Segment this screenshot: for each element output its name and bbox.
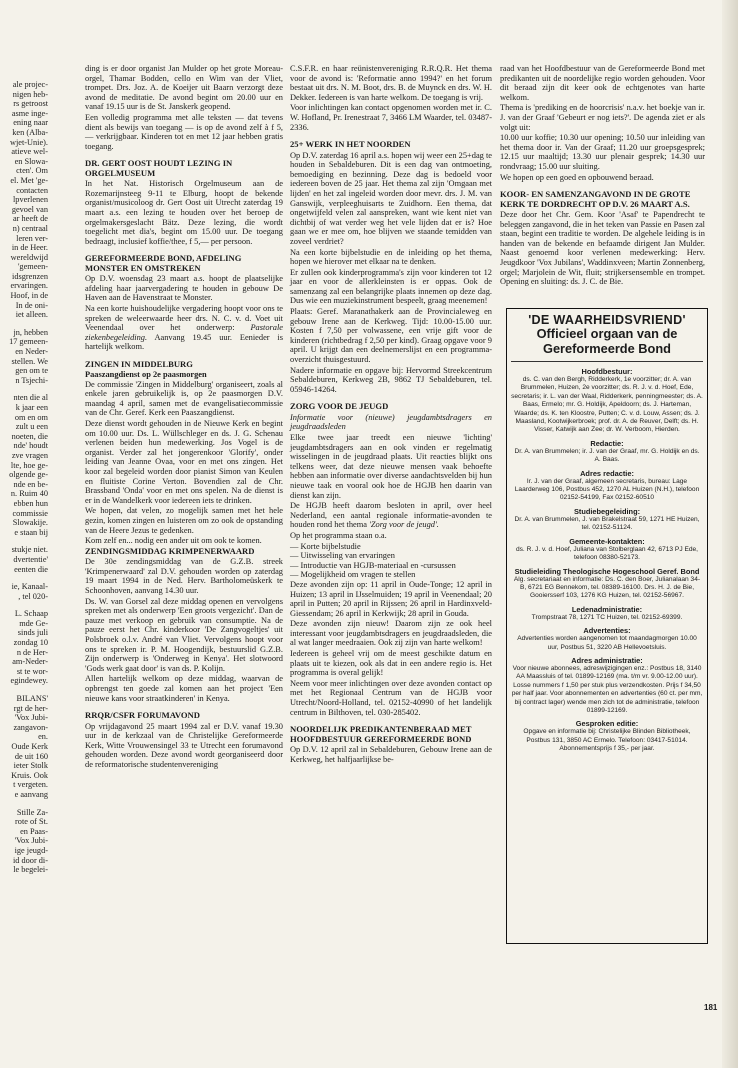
fragment-block: ie, Kanaal- , tel 020-	[11, 582, 48, 601]
colophon-subtitle: Officieel orgaan van de Gereformeerde Bond	[536, 326, 678, 356]
colophon-section-heading: Redactie:	[590, 438, 624, 448]
section-heading: DR. GERT OOST HOUDT LEZING IN ORGELMUSEUM	[85, 158, 233, 178]
paragraph: Elke twee jaar treedt een nieuwe 'lichting' jeugdambtsdragers aan en ook vinden er regelmatig wisselingen in de jeugdraad plaats. Uit reacties blijkt ons telkens weer, dat deze nieuwe mensen vaak behoefte hebben aan informatie over diverse aandachtsvelden bij hun nieuwe taak en vooral ook hoe de HGJB hen daarin van dienst kan zijn.	[290, 433, 492, 500]
colophon-section	[511, 507, 703, 533]
paragraph: Allen hartelijk welkom op deze middag, waarvan de opbrengst ten goede zal komen aan het project 'Een nieuwe kans voor straatkinderen' in Kenya.	[85, 674, 283, 703]
colophon-title: 'DE WAARHEIDSVRIEND'	[528, 313, 686, 327]
section-heading: GEREFORMEERDE BOND, AFDELING MONSTER EN OMSTREKEN	[85, 253, 242, 273]
italic-text: 'Zorg voor de jeugd'.	[369, 520, 439, 530]
paragraph: Voor inlichtingen kan contact opgenomen worden met ir. C. W. Hofland, Pr. Irenestraat 7, 3466 LM Waarder, tel. 03487-2336.	[290, 103, 492, 132]
colophon-section	[511, 469, 703, 503]
column-3	[500, 64, 705, 288]
colophon-box	[506, 308, 708, 944]
paragraph: Deze avonden zijn op: 11 april in Oude-Tonge; 12 april in Huizen; 13 april in IJsselmuiden; 19 april in Veenendaal; 20 april in Putten; 20 april in Rijssen; 26 april in Hardinxveld-Giessendam; 26 april in Kerkwijk; 28 april in Gouda.	[290, 579, 492, 618]
column-2	[290, 64, 492, 765]
colophon-section-heading: Gemeente-kontakten:	[569, 536, 645, 546]
section-heading: KOOR- EN SAMENZANGAVOND IN DE GROTE KERK TE DORDRECHT OP D.V. 26 MAART A.S.	[500, 189, 691, 209]
page-number: 181	[704, 1003, 718, 1012]
colophon-section-heading: Gesproken editie:	[575, 719, 639, 729]
colophon-section-text: ds. R. J. v. d. Hoef, Juliana van Stolberglaan 42, 6713 PJ Ede, telefoon 08380-52173.	[515, 545, 699, 562]
colophon-section	[511, 626, 703, 652]
list-item: — Introductie van HGJB-materiaal en -cursussen	[290, 560, 456, 570]
section-heading: NOORDELIJK PREDIKANTENBERAAD MET HOOFDBESTUUR GEREFORMEERDE BOND	[290, 724, 472, 744]
paragraph: Nadere informatie en opgave bij: Hervormd Streekcentrum Sebaldeburen, Kerkweg 2B, 9862 TJ Sebaldeburen, tel. 05946-14264.	[290, 365, 492, 394]
colophon-section	[511, 367, 703, 435]
paragraph: Op het programma staan o.a.	[290, 530, 387, 540]
colophon-section	[511, 439, 703, 465]
paragraph: Thema is 'prediking en de hoorcrisis' n.a.v. het boekje van ir. J. van der Graaf 'Gebeurt er nog iets?'. De agenda ziet er als volgt uit:	[500, 103, 705, 132]
section-heading: 25+ WERK IN HET NOORDEN	[290, 139, 411, 150]
left-fragment-column	[0, 80, 48, 883]
paragraph: Deze dienst wordt gehouden in de Nieuwe Kerk en begint om 10.00 uur. Ds. L. Wüllschleger en ds. J. G. Schenau verlenen beiden hun medewerking. Jos Vogel is de organist. Verder zal het jongerenkoor 'Glorify', onder leiding van Jeanne Ovaa, voor en met ons zingen. Het koor zal begeleid worden door pianist Simon van Keulen en fluitiste Corine Verton. Bovendien zal de Chr. Brassband 'Onda' voor en met ons spelen. Na de dienst is er in de Wandelkerk voor iedereen iets te drinken.	[85, 419, 283, 505]
paragraph: We hopen, dat velen, zo mogelijk samen met het hele gezin, komen zingen en luisteren om zo ook de opstanding van de Heere Jezus te gedenken.	[85, 506, 283, 535]
paragraph: Neem voor meer inlichtingen over deze avonden contact op met het Regionaal Centrum van de HGJB voor Utrecht/Noord-Holland, tel. 02152-40990 of het landelijk centrum in Bilthoven, tel. 030-285402.	[290, 678, 492, 717]
paragraph: raad van het Hoofdbestuur van de Gereformeerde Bond met predikanten uit de noordelijke regio worden gehouden. Voor dit beraad zijn dit keer ook de echtgenotes van harte welkom.	[500, 64, 705, 102]
italic-text: Pastorale ziekenbegeleiding.	[85, 323, 284, 342]
colophon-section-heading: Advertenties:	[583, 626, 631, 636]
colophon-section	[511, 537, 703, 563]
section-subheading: Paaszangdienst op 2e paasmorgen	[85, 370, 207, 380]
colophon-section-text: Dr. A. van Brummelen, J. van Brakelstraat 59, 1271 HE Huizen, tel. 02152-51124.	[514, 515, 700, 532]
fragment-block: stukje niet. dvertentie' eenten die	[11, 545, 48, 574]
fragment-block: BILANS' rgt de her- 'Vox Jubi- zangavon- en. Oude Kerk de uit 160 ieter Stolk Kruis. Ook t vergeten. e aanvang	[11, 694, 48, 799]
section-heading: ZORG VOOR DE JEUGD	[290, 401, 389, 412]
paragraph: Er zullen ook kinderprogramma's zijn voor kinderen tot 12 jaar en voor de allerkleinsten is er oppas. Ook de samenzang zal een belangrijke plaats innemen op deze dag. Dus wie een muziekinstrument bespeelt, graag meenemen!	[290, 267, 492, 306]
colophon-section-heading: Adres administratie:	[571, 655, 643, 665]
paragraph	[290, 501, 492, 530]
fragment-block: nten die al k jaar een om en om zult u een noeten, die nde' houdt zve vragen lte, hoe ge- olgende ge- nde en be- n. Ruim 40 ebben hun commissie Slowakije. e staan bij	[9, 393, 48, 537]
paragraph: Plaats: Geref. Maranathakerk aan de Provincialeweg en gebouw Irene aan de Kerkweg. Tijd: 10.00-15.00 uur. Kosten f 7,50 per volwassene, een vrije gift voor de kinderen (richtbedrag f 2,50 per kind). Graag opgave voor 9 april. U krijgt dan een deelnemerslijst en een programma-overzicht thuisgestuurd.	[290, 307, 492, 365]
list-item: — Mogelijkheid om vragen te stellen	[290, 570, 416, 580]
fragment-block: L. Schaap mde Ge- sinds juli zondag 10 n de Her- am-Neder- st te wor- egindewey.	[10, 609, 48, 686]
paragraph: In het Nat. Historisch Orgelmuseum aan de Rozemarijnsteeg 9-11 te Elburg, hoopt de bekende organist/musicoloog dr. Gert Oost uit Utrecht zaterdag 19 maart a.s. een lezing te houden over het beroep de orgelmakersgeslacht Bätz. Deze lezing, die wordt toegelicht met dia's, begint om 15.00 uur. De toegang bedraagt, inclusief koffie/thee, f 5,— per persoon.	[85, 179, 283, 246]
section-heading: ZENDINGSMIDDAG KRIMPENERWAARD	[85, 545, 255, 556]
divider	[511, 361, 703, 362]
colophon-section-heading: Ledenadministratie:	[571, 604, 643, 614]
colophon-section	[511, 567, 703, 601]
colophon-section-heading: Hoofdbestuur:	[581, 367, 633, 376]
colophon-section-heading: Adres redactie:	[580, 468, 634, 478]
colophon-section	[511, 719, 703, 753]
fragment-block: jn, hebben 17 gemeen- en Neder- stellen. We gen om te n Tsjechi-	[9, 327, 48, 385]
colophon-section	[511, 605, 703, 622]
colophon-section-text: Opgave en informatie bij: Christelijke Blinden Bibliotheek, Postbus 131, 3850 AC Ermelo. Telefoon: 03417-51014. Abonnementsprijs f 35,- per jaar.	[523, 728, 691, 753]
fragment-block: ale projec- nigen heb- rs getroost asme inge- ening naar ken (Alba- wjet-Unie). atieve wel- en Slowa- cten'. Om el. Met 'ge- contacten lpverlenen gevoel van ar heeft de n) centraal leren ver- in de Heer. wereldwijd 'gemeen- idsgrenzen ervaringen. Hoof, in de In de oni- iet alleen.	[9, 80, 48, 320]
binding-shadow	[722, 0, 738, 1068]
paragraph: De commissie 'Zingen in Middelburg' organiseert, zoals al enkele jaren gebruikelijk is, op 2e paasmorgen D.V. maandag 4 april, samen met de evangelisatiecommissie van de Chr. Geref. Kerk een Paaszangdienst.	[85, 379, 283, 418]
colophon-section-heading: Studieleiding Theologische Hogeschool Geref. Bond	[514, 566, 700, 576]
paragraph: Op D.V. 12 april zal in Sebaldeburen, Gebouw Irene aan de Kerkweg, het halfjaarlijkse be-	[290, 745, 492, 764]
paragraph: We hopen op een goed en opbouwend beraad.	[500, 172, 654, 182]
list-item: — Korte bijbelstudie	[290, 541, 361, 551]
colophon-section-text: Dr. A. van Brummelen; ir. J. van der Graaf, mr. G. Holdijk en ds. A. Baas.	[514, 447, 700, 464]
paragraph: Iedereen is geheel vrij om de meest geschikte datum en plaats uit te kiezen, ook als dat in een andere regio is. Het programma is overal gelijk!	[290, 649, 492, 678]
paragraph: De 30e zendingsmiddag van de G.Z.B. streek 'Krimpenerwaard' zal D.V. gehouden worden op zaterdag 19 maart 1994 in de Ned. Herv. Bartholomeüskerk te Schoonhoven, aanvang 14.30 uur.	[85, 557, 283, 595]
paragraph: Een volledig programma met alle teksten — dat tevens dient als bewijs van toegang — is op de avond zelf à f 5,— verkrijgbaar. Kinderen tot en met 12 jaar hebben gratis toegang.	[85, 112, 283, 151]
list-item: — Uitwisseling van ervaringen	[290, 551, 395, 561]
paragraph: Deze door het Chr. Gem. Koor 'Asaf' te Papendrecht te beleggen zangavond, die in het teken van Passie en Pasen zal staan, begint een traditie te worden. De algehele leiding is in handen van de bekende en befaamde dirigent Jan Mulder. Naast genoemd koor verlenen medewerking: Herv. Jeugdkoor 'Vox Jubilans', Waddinxveen; Martin Zonnenberg, orgel; Marjolein de Wit, fluit; strijkersensemble en trompet. Opening en sluiting: ds. J. C. de Bie.	[500, 209, 705, 287]
paragraph: ding is er door organist Jan Mulder op het grote Moreau-orgel, Thamar Bodden, cello en Wim van der Vliet, trompet. Drs. Joz. A. de Koeijer uit Baarn verzorgt deze avond de meditatie. De avond begint om 20.00 uur en vanaf 19.15 uur is de St. Janskerk geopend.	[85, 64, 283, 112]
fragment-block: Stille Za- rote of St. en Paas- 'Vox Jubi- ige jeugd- id door di- le begelei-	[12, 807, 48, 875]
paragraph: Kom zelf en... nodig een ander uit om ook te komen.	[85, 536, 262, 546]
paragraph: Op D.V. woensdag 23 maart a.s. hoopt de plaatselijke afdeling haar jaarvergadering te houden in gebouw De Haven aan de Havenstraat te Monster.	[85, 274, 283, 303]
colophon-section-text: Alg. secretariaat en informatie: Ds. C. den Boer, Julianalaan 34-B, 6721 EG Bennekom, tel. 08389-16100. Drs. H. J. de Bie, Gooiersserf 103, 1276 KG Huizen, tel. 02152-56967.	[513, 575, 701, 600]
colophon-section-text: Advertenties worden aangenomen tot maandagmorgen 10.00 uur, Postbus 51, 3220 AB Hellevoetsluis.	[517, 635, 697, 651]
paragraph: Na een korte bijbelstudie en de inleiding op het thema, hopen we hierover met elkaar na te denken.	[290, 247, 492, 267]
section-heading: ZINGEN IN MIDDELBURG	[85, 358, 193, 369]
colophon-section-text: Ir. J. van der Graaf, algemeen secretaris, bureau: Lage Laarderweg 106, Postbus 452, 1270 AL Huizen (N.H.), telefoon 02152-54199, Fax 02152-60510	[514, 477, 700, 502]
column-1	[85, 64, 283, 770]
paragraph: Op D.V. zaterdag 16 april a.s. hopen wij weer een 25+dag te houden in Sebaldeburen. Dit is een dag van ontmoeting, bemoediging en bezinning. Deze dag is bedoeld voor iedereen boven de 25 jaar. Het thema zal zijn 'Omgaan met lijden' en het zal ingeleid worden door mevr. drs. J. M. van Ganswijk, verpleeghuisarts te Zuidhorn. Een thema, dat ongetwijfeld velen zal aanspreken, want wie kent niet van dichtbij of wat verder weg het vele lijden dat er is? Hoe gaan we er mee om, hoe blijven we staande temidden van zoveel verdriet?	[290, 150, 493, 246]
paragraph-text: De HGJB heeft daarom besloten in april, over heel Nederland, een aantal regionale informatie-avonden te houden rond het thema	[290, 501, 492, 530]
colophon-section-text: Trompstraat 78, 1271 TC Huizen, tel. 02152-69399.	[531, 613, 683, 621]
paragraph: C.S.F.R. en haar reünistenvereniging R.R.Q.R. Het thema voor de avond is: 'Reformatie anno 1994?' en het forum bestaat uit drs. N. M. Boot, drs. B. de Muynck en drs. W. H. Dekker. Iedereen is van harte welkom. De toegang is vrij.	[290, 64, 492, 102]
colophon-section	[511, 656, 703, 715]
paragraph-text: Na een korte huishoudelijke vergadering hoopt voor ons te spreken de weleerwaarde heer drs. N. C. v. d. Voet uit Veenendaal over het onderwerp:	[85, 303, 283, 333]
colophon-section-heading: Studiebegeleiding:	[573, 506, 641, 516]
paragraph	[85, 304, 283, 352]
colophon-section-text: ds. C. van den Bergh, Ridderkerk, 1e voorzitter; dr. A. van Brummelen, Huizen, 2e voorzitter; ds. R. J. v. d. Hoef, Ede, secretaris; ir. L. van der Waal, Ridderkerk, penningmeester; ds. A. Baas, Ermelo; mr. G. Holdijk, Apeldoorn; ds. J. Harteman, Waarde; ds. K. ten Kloostre, Putten; C. v. d. Louw, Assen; ds. J. Maasland, Kootwijkerbroek; prof. dr. A. de Reuver, Delft; ds. H. Visser, Katwijk aan Zee; dr. W. Verboom, Hierden.	[511, 376, 703, 434]
paragraph: Ds. W. van Gorsel zal deze middag openen en vervolgens spreken met als onderwerp 'Een groots vergezicht'. Dan de pauze met verkoop en gebruik van consumptie. Na de pauze eerst het Chr. kinderkoor 'De Zangvogeltjes' uit Polsbroek o.l.v. André van Vliet. Vervolgens hoopt voor ons te spreken ir. P. M. Hoogendijk, bestuurslid G.Z.B. Zijn onderwerp is 'Onderweg in Kenya'. Het slotwoord 'Gods werk gaat door' is van ds. P. Kolijn.	[85, 596, 283, 673]
paragraph: 10.00 uur koffie; 10.30 uur opening; 10.50 uur inleiding van het thema door ir. Van der Graaf; 11.20 uur groepsgesprek; 12.15 uur maaltijd; 13.30 uur plenair gesprek; 14.30 uur rondvraag; 15.00 uur sluiting.	[500, 133, 705, 171]
colophon-section-text: Voor nieuwe abonnees, adreswijzigingen enz.: Postbus 18, 3140 AA Maassluis of tel. 01899-12169 (ma. t/m vr. 9.00-12.00 uur). Losse nummers f 1,50 per stuk plus verzendkosten. Prijs f 34,50 per half jaar. Voor abonnementen en advertenties (60 ct. per mm, bij contract lager) wende men zich tot de administratie, telefoon 01899-12169.	[511, 664, 703, 714]
paragraph: Deze avonden zijn nieuw! Daarom zijn ze ook heel interessant voor jeugdambtsdragers en jeugdraadsleden, die al wat langer meedraaien. Ook zij zijn van harte welkom!	[290, 619, 492, 648]
italic-subheading: Informatie voor (nieuwe) jeugdambtsdragers en jeugdraadsleden	[290, 412, 492, 432]
section-heading: RRQR/CSFR FORUMAVOND	[85, 710, 200, 721]
paragraph-text: Aanvang 19.45 uur. Eenieder is hartelijk welkom.	[85, 332, 283, 352]
paragraph: Op vrijdagavond 25 maart 1994 zal er D.V. vanaf 19.30 uur in de kerkzaal van de Christelijke Gereformeerde Kerk, Witte Vrouwensingel 33 te Utrecht een forumavond gehouden worden. Deze avond wordt georganiseerd door de reformatorische studentenvereniging	[85, 721, 283, 769]
